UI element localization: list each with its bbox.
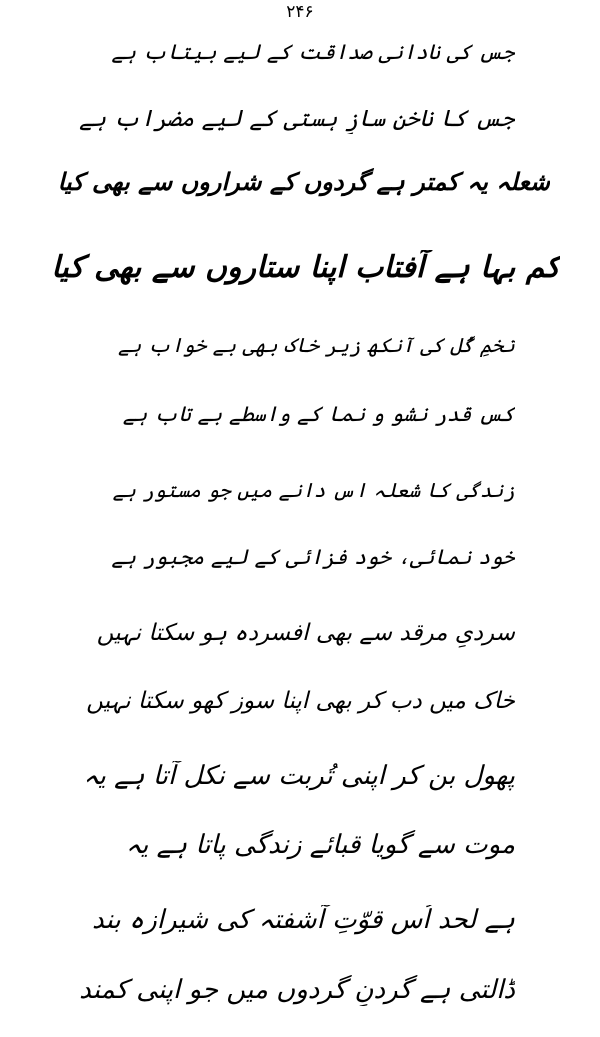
verse-line-14: ڈالتی ہے گردنِ گردوں میں جو اپنی کمند — [79, 975, 515, 1005]
verse-line-6: کس قدر نشو و نما کے واسطے بے تاب ہے — [122, 402, 515, 426]
verse-line-12: موت سے گویا قبائے زندگی پاتا ہے یہ — [125, 830, 515, 860]
page-number: ۲۴۶ — [286, 2, 314, 22]
verse-line-8: خود نمائی، خود فزائی کے لیے مجبور ہے — [111, 545, 515, 569]
verse-line-4: کم بہا ہے آفتاب اپنا ستاروں سے بھی کیا — [51, 250, 560, 285]
verse-line-10: خاک میں دب کر بھی اپنا سوز کھو سکتا نہیں — [86, 688, 515, 714]
verse-line-13: ہے لحد اُس قوّتِ آشفتہ کی شیرازہ بند — [92, 905, 515, 935]
verse-line-1: جس کی نادانی صداقت کے لیے بیتاب ہے — [111, 40, 515, 64]
verse-line-9: سردیِ مرقد سے بھی افسردہ ہو سکتا نہیں — [96, 620, 515, 646]
verse-line-5: تخمِ گُل کی آنکھ زیرِ خاک بھی بے خواب ہے — [117, 333, 515, 357]
verse-line-2: جس کا ناخن سازِ ہستی کے لیے مضراب ہے — [79, 106, 515, 132]
verse-line-3: شعلہ یہ کمتر ہے گردوں کے شراروں سے بھی کیا — [57, 168, 550, 196]
verse-line-11: پھول بن کر اپنی تُربت سے نکل آتا ہے یہ — [83, 761, 515, 791]
verse-line-7: زندگی کا شعلہ اس دانے میں جو مستور ہے — [112, 478, 515, 502]
